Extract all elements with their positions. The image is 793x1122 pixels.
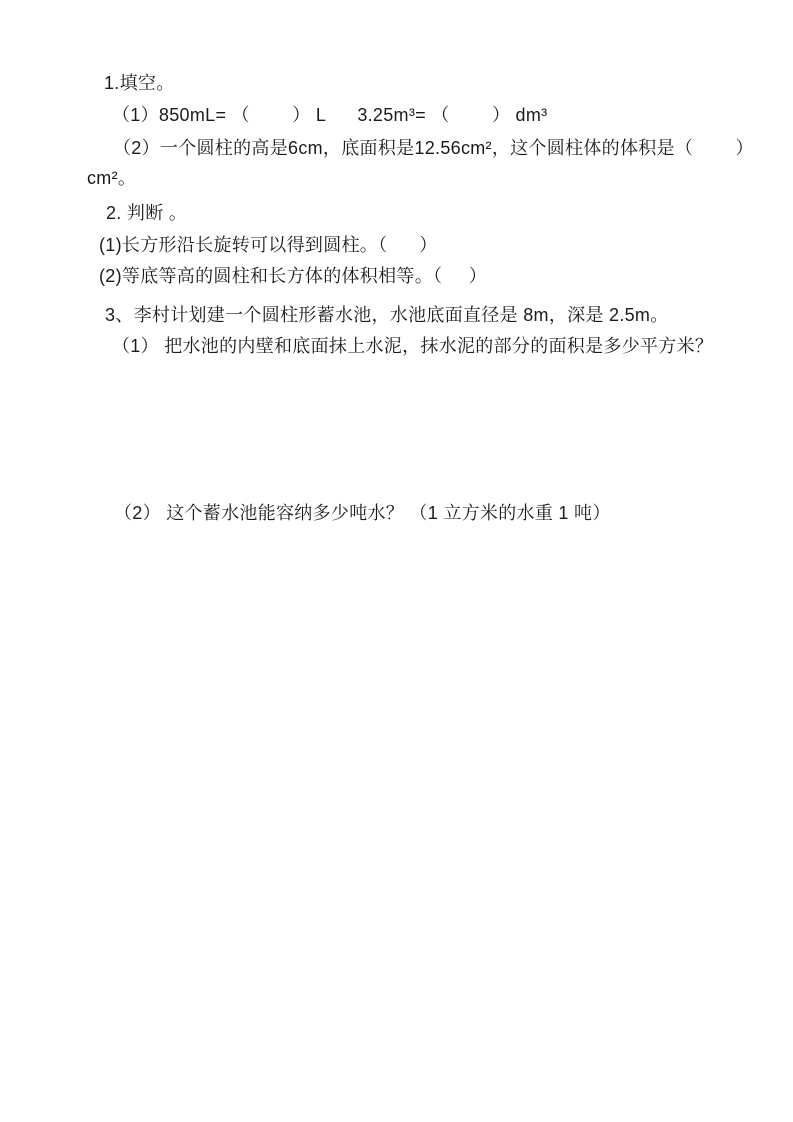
q2-judge-item-1: (1)长方形沿长旋转可以得到圆柱。（ ） [99, 235, 438, 255]
q3-part-1: （1） 把水池的内壁和底面抹上水泥，抹水泥的部分的面积是多少平方米？ [112, 336, 714, 356]
q3-part-2: （2） 这个蓄水池能容纳多少吨水？ （1 立方米的水重 1 吨） [114, 503, 611, 523]
question-3-text: 3、李村计划建一个圆柱形蓄水池，水池底面直径是 8m，深是 2.5m。 [105, 305, 669, 325]
q1-fill-blank-item-2: （2）一个圆柱的高是6cm，底面积是12.56cm²，这个圆柱体的体积是（ ） [113, 138, 754, 158]
q2-judge-item-2: (2)等底等高的圆柱和长方体的体积相等。（ ） [99, 266, 488, 286]
question-1-heading: 1.填空。 [104, 73, 175, 93]
q1-item-2-continuation: cm²。 [87, 168, 137, 188]
question-2-heading: 2. 判断 。 [106, 203, 188, 223]
q1-fill-blank-item-1: （1）850mL= （ ） L 3.25m³= （ ） dm³ [112, 105, 548, 125]
